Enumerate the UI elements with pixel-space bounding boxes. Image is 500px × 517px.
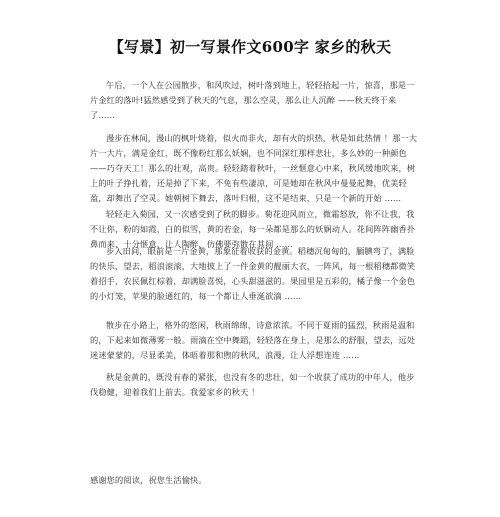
paragraph-1: 午后，一个人在公园散步，和风吹过，树叶落到地上，轻轻拾起一片，惊喜，那是一片金红的落叶!猛然感受到了秋天的气息，那么空灵，那么让人沉醉 ——秋天终于来了……: [90, 80, 415, 120]
paragraph-4: 步入田间，眼前是一片金黄，那象征着收获的金黄。稻穗沉甸甸的，腼腆弯了，满脸的快乐，望去，稻浪滚滚，大地披上了一件金黄的靓丽大衣，一阵风，每一根稻穗都微笑着招手，农民佩红棕着，却满脸喜悦，心头甜滋滋的。果园里是五彩的，橘子像一个金色的小灯笼，苹果的脸通红的，每一个都让人垂涎欲滴 ……: [90, 246, 416, 301]
paragraph-2: 漫步在林间，漫山的枫叶烧着，似火而非火，却有火的炽热，秋是如此热情 ！那一大片一大片，满是金红，既不像粉红那么妖娴，也不同深红那样悲壮，多么妙的一种颜色——巧夺天工！那么的壮观，高贵。轻轻踏着秋叶，一丝惬意心中来，秋风缓地吹来，树上的叶子挣扎着，还是掉了下来，不免有些凄凉，可是她却在秋风中曼曼起舞，优美轻盈，却舞出了空灵。她朝树下舞去，落叶归根，这不是结束，只是一个新的开始 ……: [90, 133, 418, 203]
closing-note: 感谢您的阅读，祝您生活愉快。: [90, 475, 207, 485]
paragraph-6: 秋是金黄的，既没有春的紧张，也没有冬的悲壮，如一个收获了成功的中年人，他步伐稳健，迎着我们上前去。我爱家乡的秋天 ！: [90, 372, 415, 397]
paragraph-3: 轻轻走入菊园，又一次感受到了秋的脚步。菊花迎风而立，微霜怒放，你不让我，我不让你，粉的如霞，白的似雪，黄的若金，每一朵都是那么的妖娴动人。花间阵阵幽香扑鼻而来，十分惬意，让人陶醉，仿佛要弥散在其间 ……: [90, 209, 416, 249]
document-title: 【写景】初一写景作文600字 家乡的秋天: [108, 38, 392, 56]
paragraph-5: 散步在小路上，格外的悠闲，秋雨绵绵，诗意浓浓。不同于夏雨的猛烈，秋雨是温和的，下起来如微薄雾一般。雨滴在空中舞蹈，轻轻落在身上，是那么的舒服，望去，远处迷迷蒙蒙的，尽显柔美，体晤着那和煦的秋风，浪漫，让人浮想连连 ……: [90, 320, 416, 360]
